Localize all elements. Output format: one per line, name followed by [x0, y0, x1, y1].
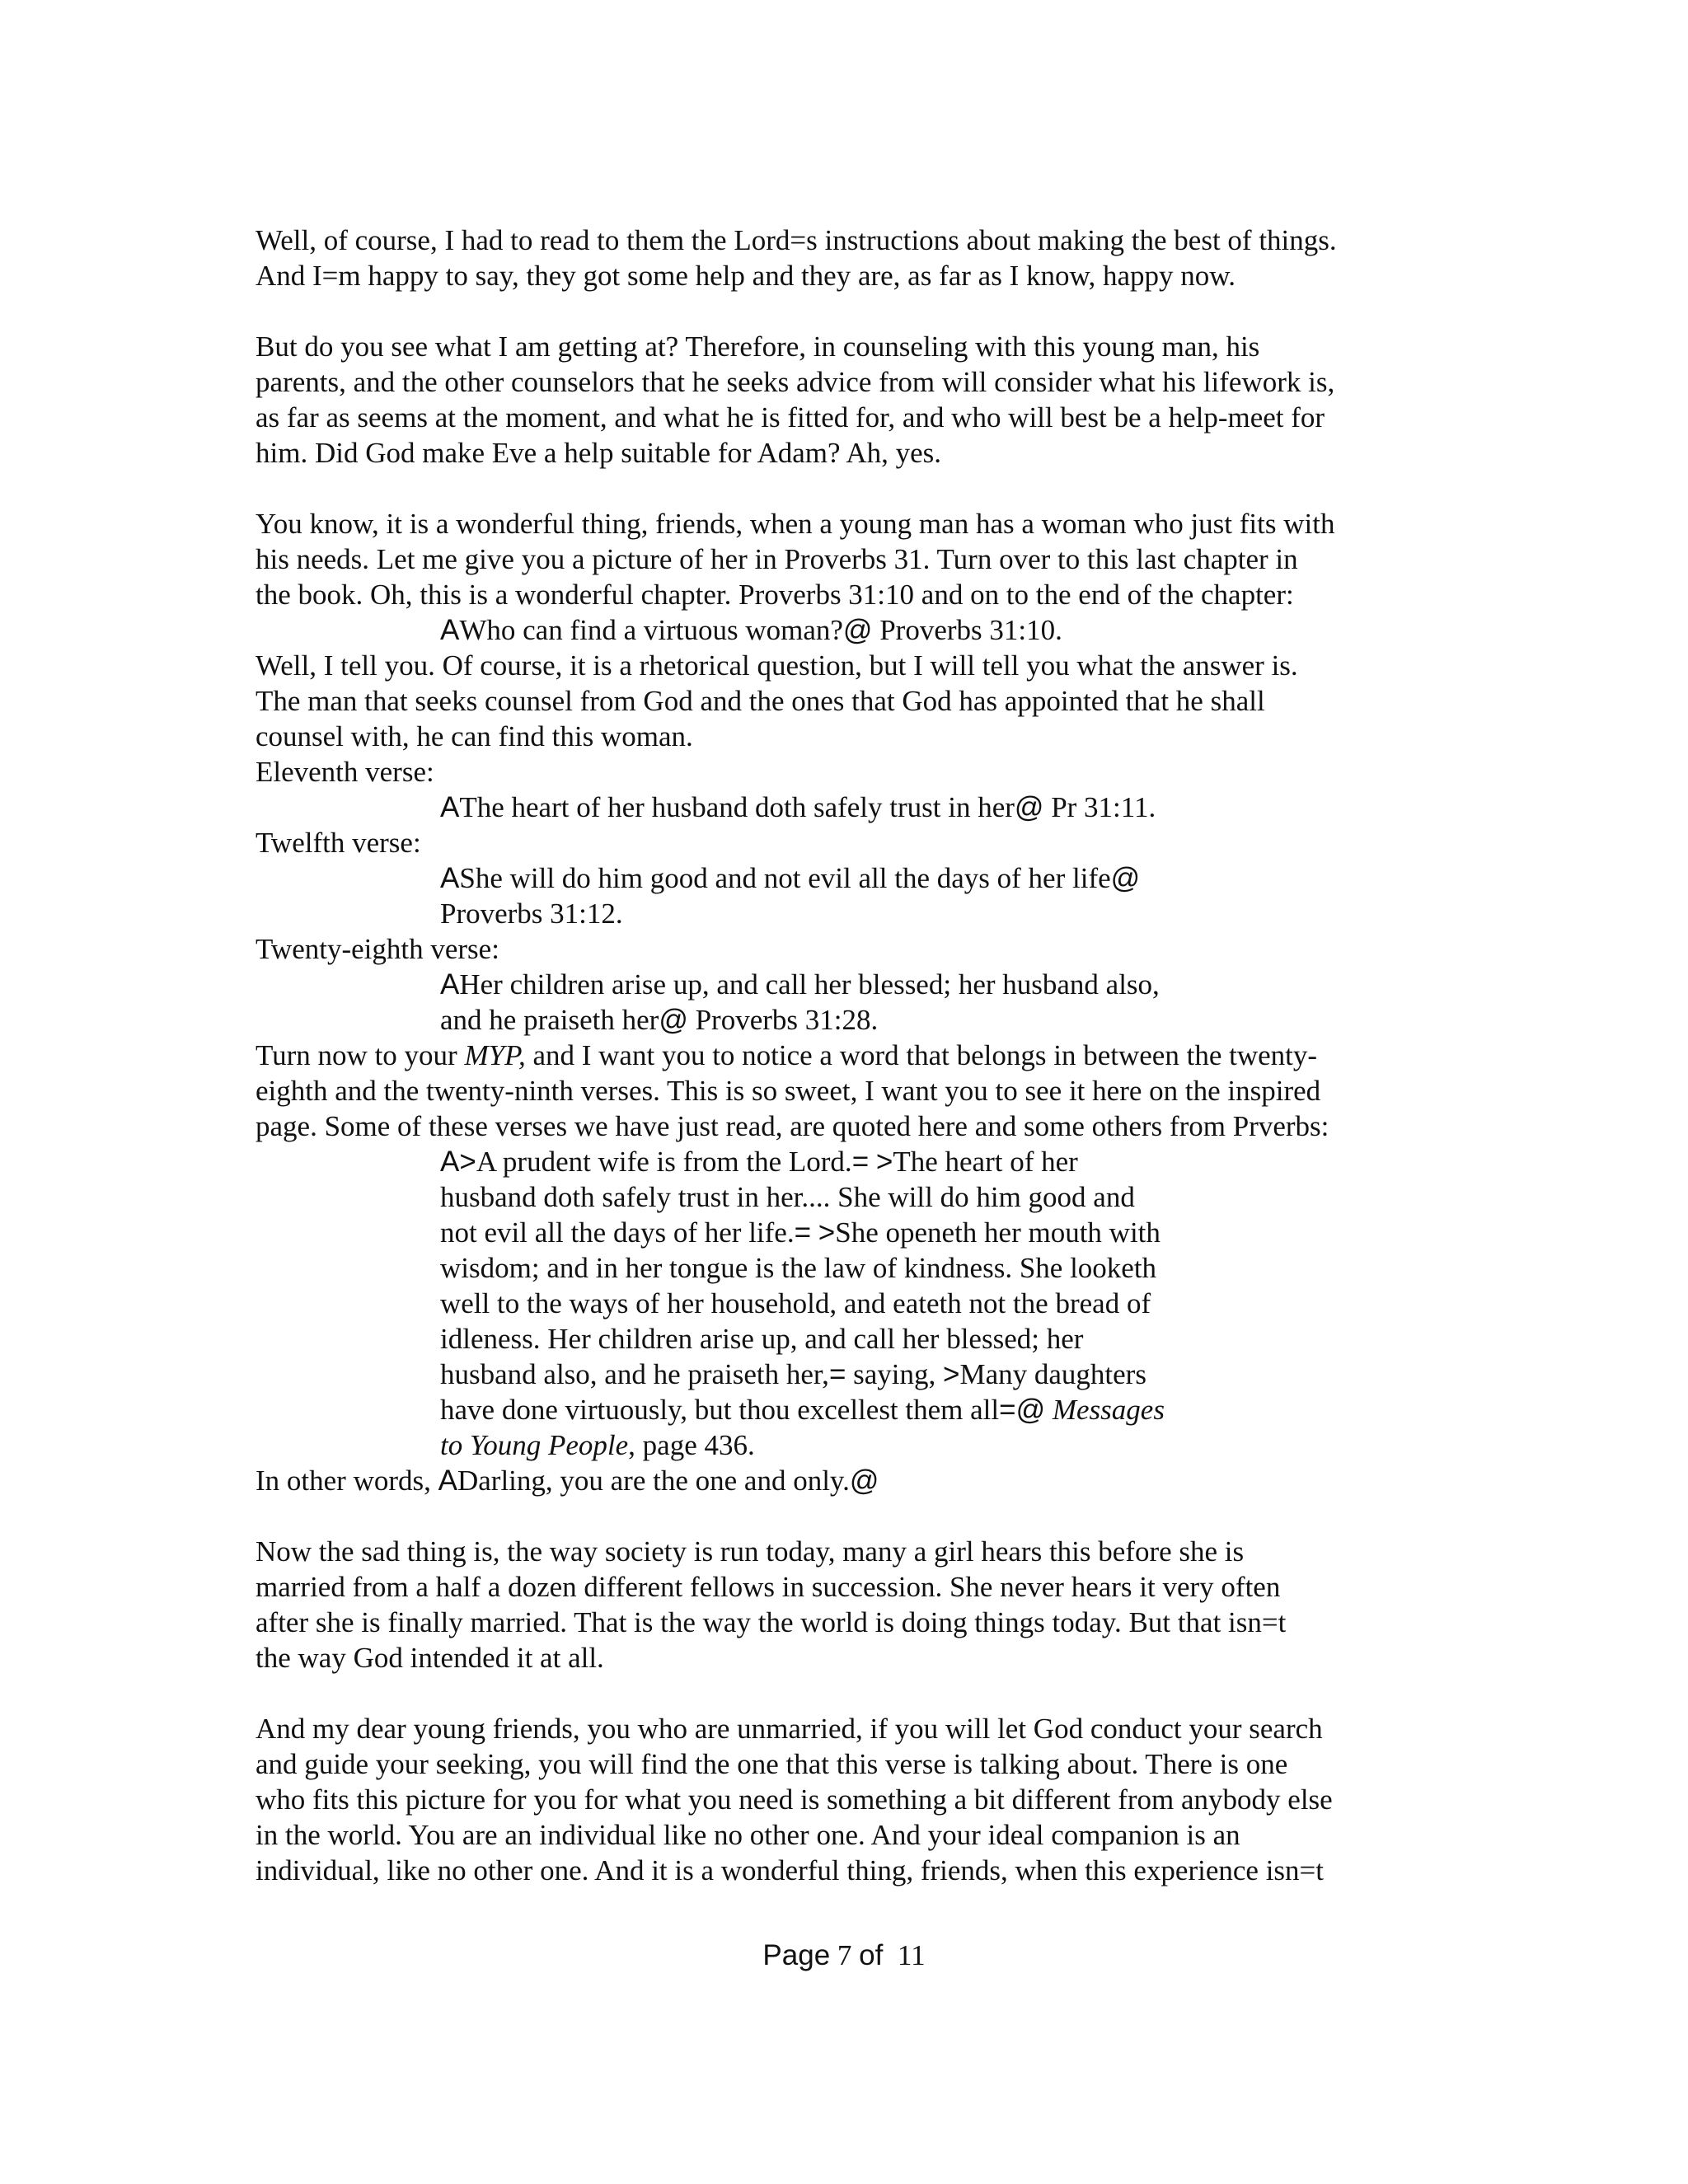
close-quote-glyph: @ [659, 1004, 688, 1036]
text-line: the way God intended it at all. [256, 1642, 604, 1674]
text-line: his needs. Let me give you a picture of her in Proverbs 31. Turn over to this last chapter in [256, 543, 1298, 575]
quote-text: Many daughters [959, 1358, 1146, 1390]
text-line: And I=m happy to say, they got some help and they are, as far as I know, happy now. [256, 260, 1236, 292]
page-label: Page [762, 1939, 831, 1971]
book-title: to Young People [440, 1429, 629, 1461]
block-quote-line [256, 612, 1442, 648]
block-quote-line: idleness. Her children arise up, and call her blessed; her [440, 1323, 1084, 1355]
text-line: Twelfth verse: [256, 827, 421, 859]
quote-text: A prudent wife is from the Lord. [476, 1146, 852, 1178]
open-quote-glyph: A [440, 1146, 460, 1178]
paragraph [256, 1534, 1442, 1675]
block-quote-line [256, 790, 1442, 825]
inner-open-quote-glyph: > [943, 1358, 960, 1390]
text-line: after she is finally married. That is the way the world is doing things today. But that isn=t [256, 1606, 1287, 1638]
quote-reference: Proverbs 31:28. [687, 1004, 879, 1036]
open-quote-glyph: A [440, 968, 460, 1001]
text-line: and guide your seeking, you will find the one that this verse is talking about. There is one [256, 1748, 1288, 1780]
quote-text: She will do him good and not evil all the days of her life [459, 862, 1111, 894]
text-line: Now the sad thing is, the way society is run today, many a girl hears this before she is [256, 1535, 1245, 1568]
page-footer [0, 1938, 1688, 1973]
book-title: MYP, [464, 1039, 526, 1071]
block-quote-line [256, 1392, 1442, 1427]
quote-text: saying, [846, 1358, 944, 1390]
quote-text: and he praiseth her [440, 1004, 659, 1036]
text-line: And my dear young friends, you who are unmarried, if you will let God conduct your search [256, 1713, 1323, 1745]
close-quote-glyph: @ [842, 614, 873, 646]
quote-text: have done virtuously, but thou excellest them all [440, 1394, 1000, 1426]
block-quote-line [256, 1427, 1442, 1463]
paragraph-spacer [256, 293, 1442, 329]
text-run: Darling, you are the one and only. [457, 1465, 850, 1497]
page-of-label: of [859, 1939, 884, 1971]
book-title: Messages [1045, 1394, 1165, 1426]
open-quote-glyph: A [440, 862, 460, 894]
text-line: who fits this picture for you for what you need is something a bit different from anybody else [256, 1783, 1333, 1816]
quote-reference: Proverbs 31:12. [440, 898, 623, 930]
block-quote-line [256, 860, 1442, 896]
block-quote-line [256, 1357, 1442, 1392]
quote-reference: Pr 31:11. [1043, 791, 1156, 823]
close-quote-glyph: @ [1015, 1394, 1046, 1426]
block-quote-line [256, 1002, 1442, 1038]
inner-close-quote-glyph: = [828, 1358, 846, 1390]
block-quote-line [256, 967, 1442, 1002]
inner-close-quote-glyph: = [794, 1216, 812, 1249]
close-quote-glyph: @ [849, 1465, 879, 1497]
text-line: in the world. You are an individual like no other one. And your ideal companion is an [256, 1819, 1240, 1851]
quote-reference: , page 436. [628, 1429, 755, 1461]
text-line: married from a half a dozen different fellows in succession. She never hears it very often [256, 1571, 1281, 1603]
text-line: Well, I tell you. Of course, it is a rhetorical question, but I will tell you what the answer is. [256, 649, 1298, 682]
sermon-text [256, 223, 1442, 1888]
text-line: Well, of course, I had to read to them the Lord=s instructions about making the best of things. [256, 224, 1337, 256]
quote-text: She openeth her mouth with [835, 1216, 1160, 1249]
text-line: eighth and the twenty-ninth verses. This is so sweet, I want you to see it here on the inspired [256, 1075, 1321, 1107]
text-line: But do you see what I am getting at? Therefore, in counseling with this young man, his [256, 330, 1260, 363]
text-line: page. Some of these verses we have just read, are quoted here and some others from Prverbs: [256, 1110, 1329, 1142]
inner-open-quote-glyph: > [875, 1146, 893, 1178]
close-quote-glyph: @ [1014, 791, 1044, 823]
inner-close-quote-glyph: = [851, 1146, 870, 1178]
text-line: You know, it is a wonderful thing, friends, when a young man has a woman who just fits with [256, 508, 1335, 540]
open-quote-glyph: A [438, 1465, 457, 1497]
text-line: The man that seeks counsel from God and the ones that God has appointed that he shall [256, 685, 1265, 717]
open-quote-glyph: A [440, 614, 460, 646]
inner-close-quote-glyph: = [999, 1394, 1016, 1426]
paragraph-spacer [256, 471, 1442, 506]
text-line [256, 1463, 1442, 1498]
paragraph [256, 223, 1442, 293]
text-run: and I want you to notice a word that belongs in between the twenty- [525, 1039, 1318, 1071]
block-quote-line [256, 1215, 1442, 1250]
page-number: 7 [837, 1939, 852, 1971]
block-quote-line: well to the ways of her household, and eateth not the bread of [440, 1287, 1151, 1319]
text-line: Twenty-eighth verse: [256, 933, 499, 965]
text-line: as far as seems at the moment, and what he is fitted for, and who will best be a help-meet for [256, 401, 1325, 434]
page-total: 11 [897, 1939, 926, 1971]
close-quote-glyph: @ [1110, 862, 1141, 894]
text-line: individual, like no other one. And it is a wonderful thing, friends, when this experience isn=t [256, 1854, 1325, 1886]
quote-text: husband also, and he praiseth her, [440, 1358, 829, 1390]
quote-text: Who can find a virtuous woman? [459, 614, 843, 646]
text-line [256, 1038, 1442, 1073]
open-quote-glyph: A [440, 791, 460, 823]
paragraph [256, 506, 1442, 1498]
paragraph [256, 1711, 1442, 1888]
text-line: Eleventh verse: [256, 756, 434, 788]
text-run: In other words, [256, 1465, 438, 1497]
block-quote-line [256, 1144, 1442, 1179]
block-quote-line: husband doth safely trust in her.... She will do him good and [440, 1181, 1135, 1213]
quote-text: Her children arise up, and call her blessed; her husband also, [459, 968, 1160, 1001]
text-line: him. Did God make Eve a help suitable for Adam? Ah, yes. [256, 437, 942, 469]
block-quote-line: wisdom; and in her tongue is the law of kindness. She looketh [440, 1252, 1157, 1284]
quote-text: The heart of her husband doth safely trust in her [459, 791, 1015, 823]
text-line: the book. Oh, this is a wonderful chapter. Proverbs 31:10 and on to the end of the chapter: [256, 579, 1294, 611]
paragraph-spacer [256, 1498, 1442, 1534]
text-line: counsel with, he can find this woman. [256, 720, 693, 752]
inner-open-quote-glyph: > [818, 1216, 836, 1249]
quote-reference: Proverbs 31:10. [872, 614, 1062, 646]
text-run: Turn now to your [256, 1039, 465, 1071]
inner-open-quote-glyph: > [459, 1146, 476, 1178]
paragraph [256, 329, 1442, 471]
text-line: parents, and the other counselors that he seeks advice from will consider what his lifework is, [256, 366, 1335, 398]
quote-text: not evil all the days of her life. [440, 1216, 795, 1249]
paragraph-spacer [256, 1675, 1442, 1711]
quote-text: The heart of her [893, 1146, 1078, 1178]
